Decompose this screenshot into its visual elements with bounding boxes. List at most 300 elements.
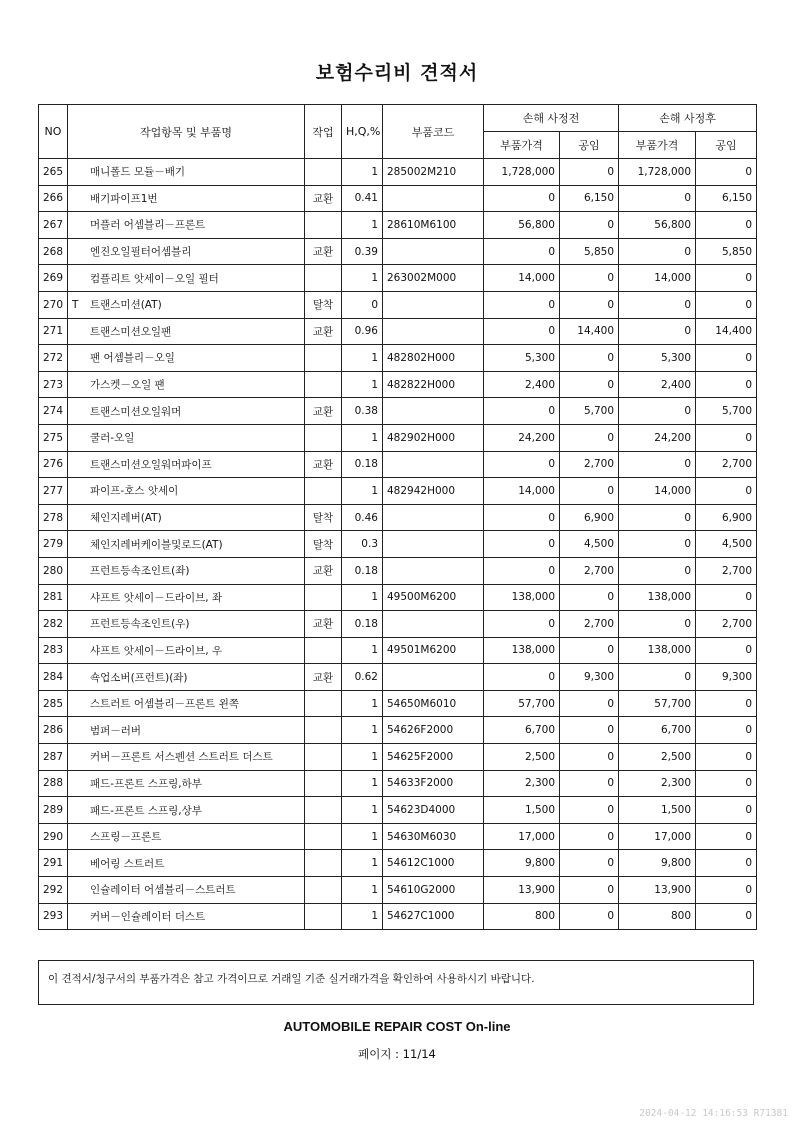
price-notice: 이 견적서/청구서의 부품가격은 참고 가격이므로 거래일 기준 실거래가격을 확인하여 사용하시기 바랍니다.: [38, 960, 754, 1005]
row-item-name: [68, 584, 305, 611]
row-item-label: 커버－인슐레이터 더스트: [90, 910, 206, 923]
row-before-part-price: 1,728,000: [484, 159, 560, 186]
row-no: 266: [39, 185, 68, 212]
row-after-part-price: 13,900: [619, 877, 696, 904]
row-item-label: 스프링－프론트: [90, 831, 162, 844]
row-before-part-price: 5,300: [484, 345, 560, 372]
row-before-labor: 0: [560, 717, 619, 744]
row-before-part-price: 138,000: [484, 584, 560, 611]
row-after-part-price: 1,500: [619, 797, 696, 824]
row-no: 267: [39, 212, 68, 239]
row-before-labor: 5,850: [560, 238, 619, 265]
row-work: 교환: [305, 398, 342, 425]
row-after-part-price: 0: [619, 504, 696, 531]
estimate-rows: [39, 159, 757, 930]
row-item-name: [68, 212, 305, 239]
table-row: [39, 424, 757, 451]
row-after-part-price: 0: [619, 291, 696, 318]
row-hq: 0.96: [342, 318, 383, 345]
row-before-labor: 0: [560, 371, 619, 398]
row-item-name: [68, 185, 305, 212]
row-after-labor: 0: [696, 265, 757, 292]
row-item-label: 커버－프론트 서스펜션 스트러트 더스트: [90, 751, 273, 764]
row-item-label: 프런트등속조인트(우): [90, 618, 190, 631]
row-item-label: 범퍼－러버: [90, 724, 142, 737]
row-item-label: 인슐레이터 어셈블리－스트러트: [90, 884, 236, 897]
row-part-code: [383, 318, 484, 345]
row-after-labor: 0: [696, 345, 757, 372]
row-before-labor: 0: [560, 212, 619, 239]
row-before-part-price: 1,500: [484, 797, 560, 824]
row-no: 268: [39, 238, 68, 265]
row-before-labor: 0: [560, 823, 619, 850]
row-item-label: 쿨러-오일: [90, 432, 135, 445]
row-part-code: 482942H000: [383, 478, 484, 505]
row-before-part-price: 800: [484, 903, 560, 930]
row-after-labor: 2,700: [696, 451, 757, 478]
row-hq: 1: [342, 345, 383, 372]
row-after-part-price: 2,500: [619, 744, 696, 771]
row-work: [305, 690, 342, 717]
header-after-part-price: 부품가격: [619, 132, 696, 159]
row-item-name: [68, 823, 305, 850]
row-part-code: 54626F2000: [383, 717, 484, 744]
row-before-part-price: 0: [484, 318, 560, 345]
row-item-label: 팬 어셈블리－오일: [90, 352, 175, 365]
row-hq: 1: [342, 478, 383, 505]
row-item-name: [68, 557, 305, 584]
row-after-labor: 4,500: [696, 531, 757, 558]
row-work: [305, 744, 342, 771]
row-before-part-price: 0: [484, 451, 560, 478]
row-before-labor: 0: [560, 637, 619, 664]
row-part-code: [383, 664, 484, 691]
row-before-part-price: 57,700: [484, 690, 560, 717]
row-no: 284: [39, 664, 68, 691]
row-item-label: 트랜스미션오일워머파이프: [90, 458, 212, 471]
row-before-part-price: 0: [484, 504, 560, 531]
row-before-labor: 2,700: [560, 611, 619, 638]
row-work: [305, 159, 342, 186]
header-before-assessment: 손해 사정전: [484, 105, 619, 132]
row-item-label: 프런트등속조인트(좌): [90, 565, 190, 578]
row-hq: 1: [342, 265, 383, 292]
row-after-labor: 0: [696, 212, 757, 239]
row-after-part-price: 0: [619, 557, 696, 584]
row-work: 교환: [305, 185, 342, 212]
row-after-part-price: 56,800: [619, 212, 696, 239]
row-item-name: [68, 770, 305, 797]
row-after-part-price: 0: [619, 185, 696, 212]
row-after-labor: 0: [696, 291, 757, 318]
row-item-name: [68, 398, 305, 425]
row-item-label: 패드-프론트 스프링,하부: [90, 777, 202, 790]
table-row: [39, 717, 757, 744]
row-before-labor: 6,150: [560, 185, 619, 212]
row-before-part-price: 0: [484, 291, 560, 318]
row-after-labor: 0: [696, 371, 757, 398]
row-item-name: [68, 637, 305, 664]
row-hq: 0.18: [342, 451, 383, 478]
row-after-labor: 6,900: [696, 504, 757, 531]
table-row: [39, 770, 757, 797]
row-before-part-price: 0: [484, 611, 560, 638]
row-no: 277: [39, 478, 68, 505]
row-after-labor: 0: [696, 823, 757, 850]
row-before-labor: 0: [560, 744, 619, 771]
row-hq: 1: [342, 584, 383, 611]
row-work: [305, 637, 342, 664]
row-before-part-price: 24,200: [484, 424, 560, 451]
row-part-code: 482822H000: [383, 371, 484, 398]
row-after-part-price: 0: [619, 318, 696, 345]
row-work: [305, 903, 342, 930]
row-after-part-price: 5,300: [619, 345, 696, 372]
row-item-name: [68, 903, 305, 930]
row-part-code: 49500M6200: [383, 584, 484, 611]
estimate-table: [38, 104, 757, 930]
row-before-labor: 14,400: [560, 318, 619, 345]
row-no: 282: [39, 611, 68, 638]
row-work: 교환: [305, 664, 342, 691]
row-no: 287: [39, 744, 68, 771]
row-no: 279: [39, 531, 68, 558]
row-hq: 0: [342, 291, 383, 318]
row-item-name: [68, 478, 305, 505]
row-before-labor: 5,700: [560, 398, 619, 425]
row-hq: 0.41: [342, 185, 383, 212]
row-after-part-price: 138,000: [619, 584, 696, 611]
row-work: [305, 584, 342, 611]
row-work: [305, 717, 342, 744]
row-no: 280: [39, 557, 68, 584]
row-before-part-price: 6,700: [484, 717, 560, 744]
table-row: [39, 159, 757, 186]
row-item-name: [68, 424, 305, 451]
row-after-part-price: 0: [619, 611, 696, 638]
row-no: 272: [39, 345, 68, 372]
row-after-part-price: 9,800: [619, 850, 696, 877]
row-before-part-price: 0: [484, 664, 560, 691]
table-row: [39, 371, 757, 398]
table-row: [39, 611, 757, 638]
table-row: [39, 664, 757, 691]
row-after-labor: 9,300: [696, 664, 757, 691]
row-item-label: 스트러트 어셈블리－프론트 왼쪽: [90, 698, 240, 711]
table-row: [39, 451, 757, 478]
row-before-labor: 0: [560, 690, 619, 717]
row-before-part-price: 0: [484, 398, 560, 425]
row-before-labor: 0: [560, 345, 619, 372]
row-part-code: [383, 531, 484, 558]
row-after-part-price: 0: [619, 451, 696, 478]
row-before-labor: 0: [560, 159, 619, 186]
table-row: [39, 877, 757, 904]
table-row: [39, 318, 757, 345]
table-row: [39, 291, 757, 318]
row-hq: 1: [342, 690, 383, 717]
table-row: [39, 531, 757, 558]
row-item-name: [68, 318, 305, 345]
table-row: [39, 557, 757, 584]
row-before-labor: 2,700: [560, 451, 619, 478]
row-hq: 1: [342, 637, 383, 664]
row-after-part-price: 0: [619, 531, 696, 558]
row-work: 교환: [305, 557, 342, 584]
print-timestamp: 2024-04-12 14:16:53 R71381: [639, 1108, 788, 1119]
row-no: 278: [39, 504, 68, 531]
row-part-code: 54623D4000: [383, 797, 484, 824]
row-hq: 1: [342, 744, 383, 771]
row-item-label: 엔진오일필터어셈블리: [90, 246, 192, 259]
row-before-labor: 9,300: [560, 664, 619, 691]
row-before-part-price: 17,000: [484, 823, 560, 850]
row-part-code: 54612C1000: [383, 850, 484, 877]
row-no: 274: [39, 398, 68, 425]
row-item-name: [68, 159, 305, 186]
row-item-label: 체인지레버케이블및로드(AT): [90, 538, 223, 551]
row-before-part-price: 2,500: [484, 744, 560, 771]
row-work: [305, 770, 342, 797]
row-hq: 0.18: [342, 611, 383, 638]
row-hq: 1: [342, 424, 383, 451]
row-hq: 1: [342, 823, 383, 850]
row-before-part-price: 0: [484, 531, 560, 558]
row-work: 탈착: [305, 531, 342, 558]
row-item-label: 배기파이프1번: [90, 192, 158, 205]
row-after-part-price: 0: [619, 664, 696, 691]
row-part-code: 482902H000: [383, 424, 484, 451]
row-part-code: 54627C1000: [383, 903, 484, 930]
row-item-name: [68, 265, 305, 292]
row-hq: 0.3: [342, 531, 383, 558]
header-no: NO: [39, 105, 68, 159]
table-row: [39, 345, 757, 372]
row-before-labor: 4,500: [560, 531, 619, 558]
row-no: 290: [39, 823, 68, 850]
row-after-part-price: 24,200: [619, 424, 696, 451]
table-row: [39, 185, 757, 212]
row-hq: 1: [342, 770, 383, 797]
table-row: [39, 398, 757, 425]
row-hq: 1: [342, 877, 383, 904]
row-work: [305, 212, 342, 239]
header-work: 작업: [305, 105, 342, 159]
row-before-labor: 0: [560, 584, 619, 611]
header-hq: H,Q,%: [342, 105, 383, 159]
row-hq: 0.18: [342, 557, 383, 584]
row-item-label: 베어링 스트러트: [90, 857, 165, 870]
row-part-code: 482802H000: [383, 345, 484, 372]
row-hq: 0.62: [342, 664, 383, 691]
row-hq: 0.38: [342, 398, 383, 425]
row-item-label: 컴플리트 앗세이－오일 필터: [90, 272, 219, 285]
row-no: 291: [39, 850, 68, 877]
row-no: 265: [39, 159, 68, 186]
row-before-part-price: 9,800: [484, 850, 560, 877]
row-work: 교환: [305, 238, 342, 265]
row-work: [305, 850, 342, 877]
header-after-labor: 공임: [696, 132, 757, 159]
row-no: 293: [39, 903, 68, 930]
row-item-label: 파이프-호스 앗세이: [90, 485, 179, 498]
row-part-code: [383, 557, 484, 584]
row-before-part-price: 56,800: [484, 212, 560, 239]
row-item-name: [68, 611, 305, 638]
row-part-code: 263002M000: [383, 265, 484, 292]
row-part-code: 28610M6100: [383, 212, 484, 239]
row-item-name: [68, 291, 305, 318]
row-no: 276: [39, 451, 68, 478]
row-after-labor: 5,850: [696, 238, 757, 265]
header-before-labor: 공임: [560, 132, 619, 159]
row-work: 탈착: [305, 291, 342, 318]
document-title: 보험수리비 견적서: [315, 62, 479, 84]
row-part-code: 285002M210: [383, 159, 484, 186]
row-item-name: [68, 744, 305, 771]
header-after-assessment: 손해 사정후: [619, 105, 757, 132]
row-no: 286: [39, 717, 68, 744]
row-no: 275: [39, 424, 68, 451]
row-after-labor: 0: [696, 877, 757, 904]
row-item-name: [68, 504, 305, 531]
row-before-labor: 6,900: [560, 504, 619, 531]
row-no: 273: [39, 371, 68, 398]
row-part-code: 54630M6030: [383, 823, 484, 850]
row-after-labor: 5,700: [696, 398, 757, 425]
row-before-part-price: 2,300: [484, 770, 560, 797]
row-hq: 0.46: [342, 504, 383, 531]
row-item-label: 패드-프론트 스프링,상부: [90, 804, 202, 817]
table-row: [39, 903, 757, 930]
row-work: 교환: [305, 451, 342, 478]
row-no: 285: [39, 690, 68, 717]
row-before-labor: 0: [560, 770, 619, 797]
table-row: [39, 744, 757, 771]
row-before-labor: 0: [560, 903, 619, 930]
row-before-labor: 2,700: [560, 557, 619, 584]
row-part-code: [383, 238, 484, 265]
row-item-name: [68, 371, 305, 398]
table-row: [39, 265, 757, 292]
header-item: 작업항목 및 부품명: [68, 105, 305, 159]
brand-footer: AUTOMOBILE REPAIR COST On-line: [283, 1019, 511, 1034]
table-row: [39, 637, 757, 664]
row-work: 교환: [305, 611, 342, 638]
row-after-part-price: 0: [619, 398, 696, 425]
row-before-labor: 0: [560, 424, 619, 451]
row-no: 292: [39, 877, 68, 904]
row-hq: 1: [342, 212, 383, 239]
row-item-name: [68, 664, 305, 691]
table-row: [39, 823, 757, 850]
row-item-name: [68, 345, 305, 372]
row-item-label: 샤프트 앗세이－드라이브, 우: [90, 644, 223, 657]
row-part-code: 54650M6010: [383, 690, 484, 717]
row-after-labor: 14,400: [696, 318, 757, 345]
row-item-name: [68, 531, 305, 558]
row-item-label: 쇽업소버(프런트)(좌): [90, 671, 188, 684]
row-work: [305, 424, 342, 451]
row-after-labor: 0: [696, 159, 757, 186]
row-hq: 1: [342, 159, 383, 186]
row-item-label: 머플러 어셈블리－프론트: [90, 219, 206, 232]
row-before-part-price: 0: [484, 185, 560, 212]
row-before-part-price: 13,900: [484, 877, 560, 904]
row-after-labor: 0: [696, 903, 757, 930]
row-hq: 0.39: [342, 238, 383, 265]
row-after-part-price: 6,700: [619, 717, 696, 744]
row-item-label: 트랜스미션오일워머: [90, 405, 182, 418]
row-hq: 1: [342, 797, 383, 824]
row-after-part-price: 2,300: [619, 770, 696, 797]
row-after-part-price: 138,000: [619, 637, 696, 664]
row-work: [305, 823, 342, 850]
row-no: 288: [39, 770, 68, 797]
row-after-labor: 0: [696, 690, 757, 717]
row-after-part-price: 2,400: [619, 371, 696, 398]
row-after-labor: 2,700: [696, 611, 757, 638]
row-before-part-price: 138,000: [484, 637, 560, 664]
row-before-labor: 0: [560, 291, 619, 318]
row-after-labor: 0: [696, 717, 757, 744]
row-after-labor: 0: [696, 637, 757, 664]
row-before-labor: 0: [560, 797, 619, 824]
row-item-name: [68, 877, 305, 904]
row-item-label: 매니폴드 모듈－배기: [90, 166, 185, 179]
row-no: 289: [39, 797, 68, 824]
row-item-name: [68, 717, 305, 744]
row-item-name: [68, 238, 305, 265]
row-work: 탈착: [305, 504, 342, 531]
row-work: [305, 345, 342, 372]
row-hq: 1: [342, 717, 383, 744]
row-hq: 1: [342, 850, 383, 877]
row-after-labor: 0: [696, 797, 757, 824]
row-before-part-price: 14,000: [484, 478, 560, 505]
table-row: [39, 238, 757, 265]
row-before-labor: 0: [560, 850, 619, 877]
row-before-part-price: 2,400: [484, 371, 560, 398]
table-row: [39, 690, 757, 717]
row-no: 269: [39, 265, 68, 292]
row-before-labor: 0: [560, 265, 619, 292]
row-hq: 1: [342, 903, 383, 930]
row-item-label: 트랜스미션(AT): [90, 299, 162, 312]
row-before-labor: 0: [560, 877, 619, 904]
table-row: [39, 504, 757, 531]
row-after-part-price: 14,000: [619, 478, 696, 505]
row-item-name: [68, 797, 305, 824]
row-after-part-price: 17,000: [619, 823, 696, 850]
row-work: [305, 371, 342, 398]
page-number: 페이지 : 11/14: [358, 1047, 436, 1061]
row-before-labor: 0: [560, 478, 619, 505]
row-work: [305, 877, 342, 904]
row-part-code: 54633F2000: [383, 770, 484, 797]
row-after-labor: 0: [696, 850, 757, 877]
row-part-code: [383, 611, 484, 638]
row-before-part-price: 0: [484, 557, 560, 584]
row-item-label: 트랜스미션오일팬: [90, 325, 172, 338]
row-after-labor: 0: [696, 478, 757, 505]
table-row: [39, 850, 757, 877]
row-no: 270: [39, 291, 68, 318]
row-after-labor: 6,150: [696, 185, 757, 212]
row-after-part-price: 14,000: [619, 265, 696, 292]
row-work: 교환: [305, 318, 342, 345]
row-hq: 1: [342, 371, 383, 398]
